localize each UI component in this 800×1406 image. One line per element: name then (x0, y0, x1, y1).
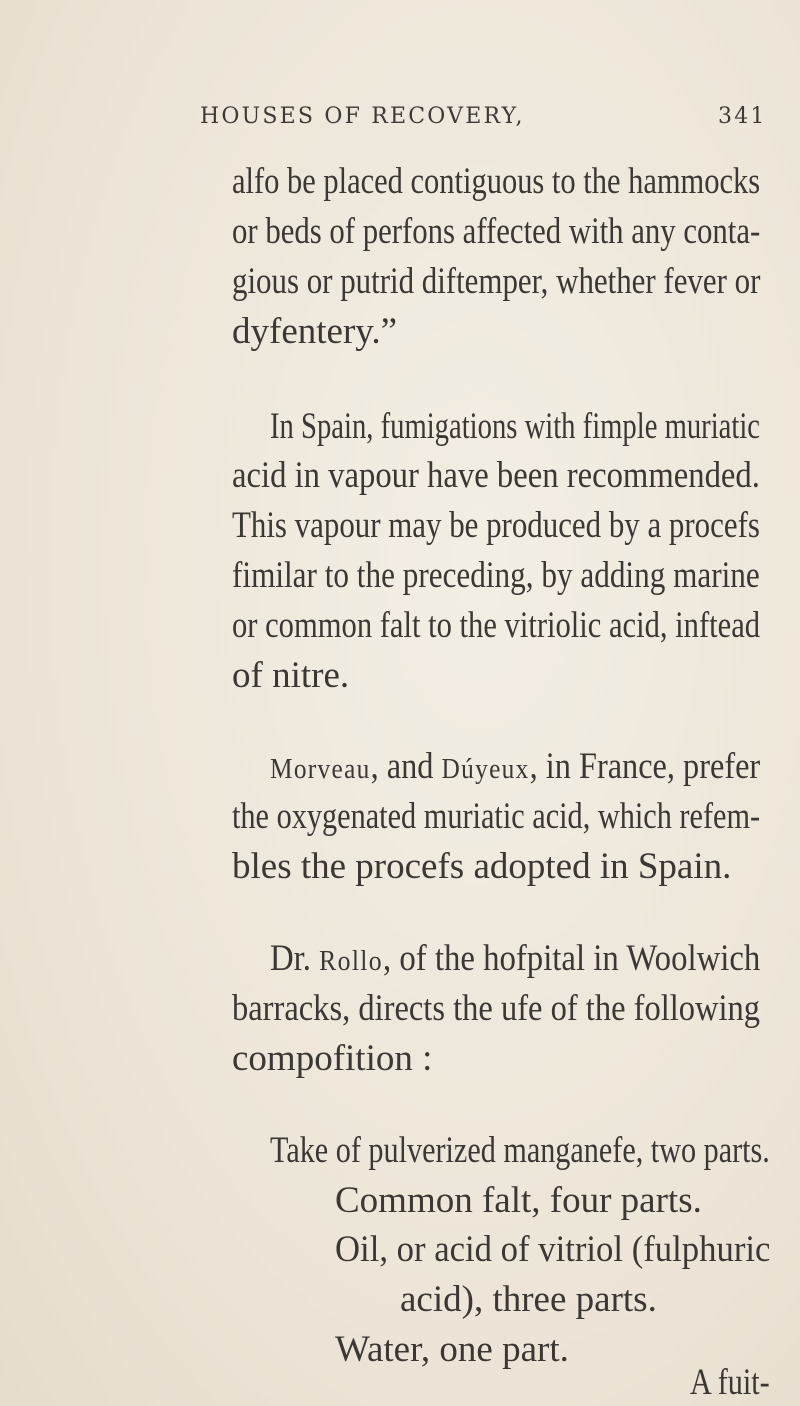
text-line: dyfentery.” (232, 310, 398, 352)
recipe-line: Oil, or acid of vitriol (fulphuric (335, 1229, 771, 1271)
text-run: , in France, prefer (529, 746, 761, 788)
author-name: Dúyeux (441, 753, 530, 786)
text-line (270, 937, 760, 980)
text-run: , and (370, 746, 442, 788)
text-run: , of the hofpital in Woolwich (382, 937, 761, 979)
recipe-line: Take of pulverized manganefe, two parts. (270, 1129, 770, 1171)
author-name: Rollo (319, 944, 383, 977)
recipe-line: Water, one part. (335, 1329, 569, 1371)
text-line: This vapour may be produced by a procefs (232, 505, 760, 547)
text-line: bles the procefs adopted in Spain. (232, 845, 732, 887)
text-run: Dr. (270, 937, 320, 979)
running-head (200, 104, 767, 144)
text-line: compofition : (232, 1037, 433, 1079)
recipe-line: Common falt, four parts. (335, 1179, 702, 1221)
text-line: alfo be placed contiguous to the hammocks (232, 161, 761, 202)
text-line: acid in vapour have been recommended. (232, 455, 760, 497)
text-line: of nitre. (232, 654, 350, 696)
text-line: In Spain, fumigations with fimple muriatic (270, 405, 761, 447)
text-line: or beds of perfons affected with any conta- (232, 210, 761, 252)
author-name: Morveau (270, 753, 371, 786)
recipe-line: acid), three parts. (400, 1279, 657, 1321)
text-line: fimilar to the preceding, by adding marine (232, 555, 760, 597)
text-line: or common falt to the vitriolic acid, inftead (232, 604, 761, 646)
page-number: 341 (718, 104, 767, 129)
text-line: barracks, directs the ufe of the following (232, 987, 761, 1029)
catchword: A fuit- (690, 1362, 770, 1403)
text-line: the oxygenated muriatic acid, which refem- (232, 795, 761, 837)
running-head-title: HOUSES OF RECOVERY, (200, 104, 525, 129)
text-line (270, 745, 760, 788)
text-line: gious or putrid diftemper, whether fever or (232, 260, 761, 302)
